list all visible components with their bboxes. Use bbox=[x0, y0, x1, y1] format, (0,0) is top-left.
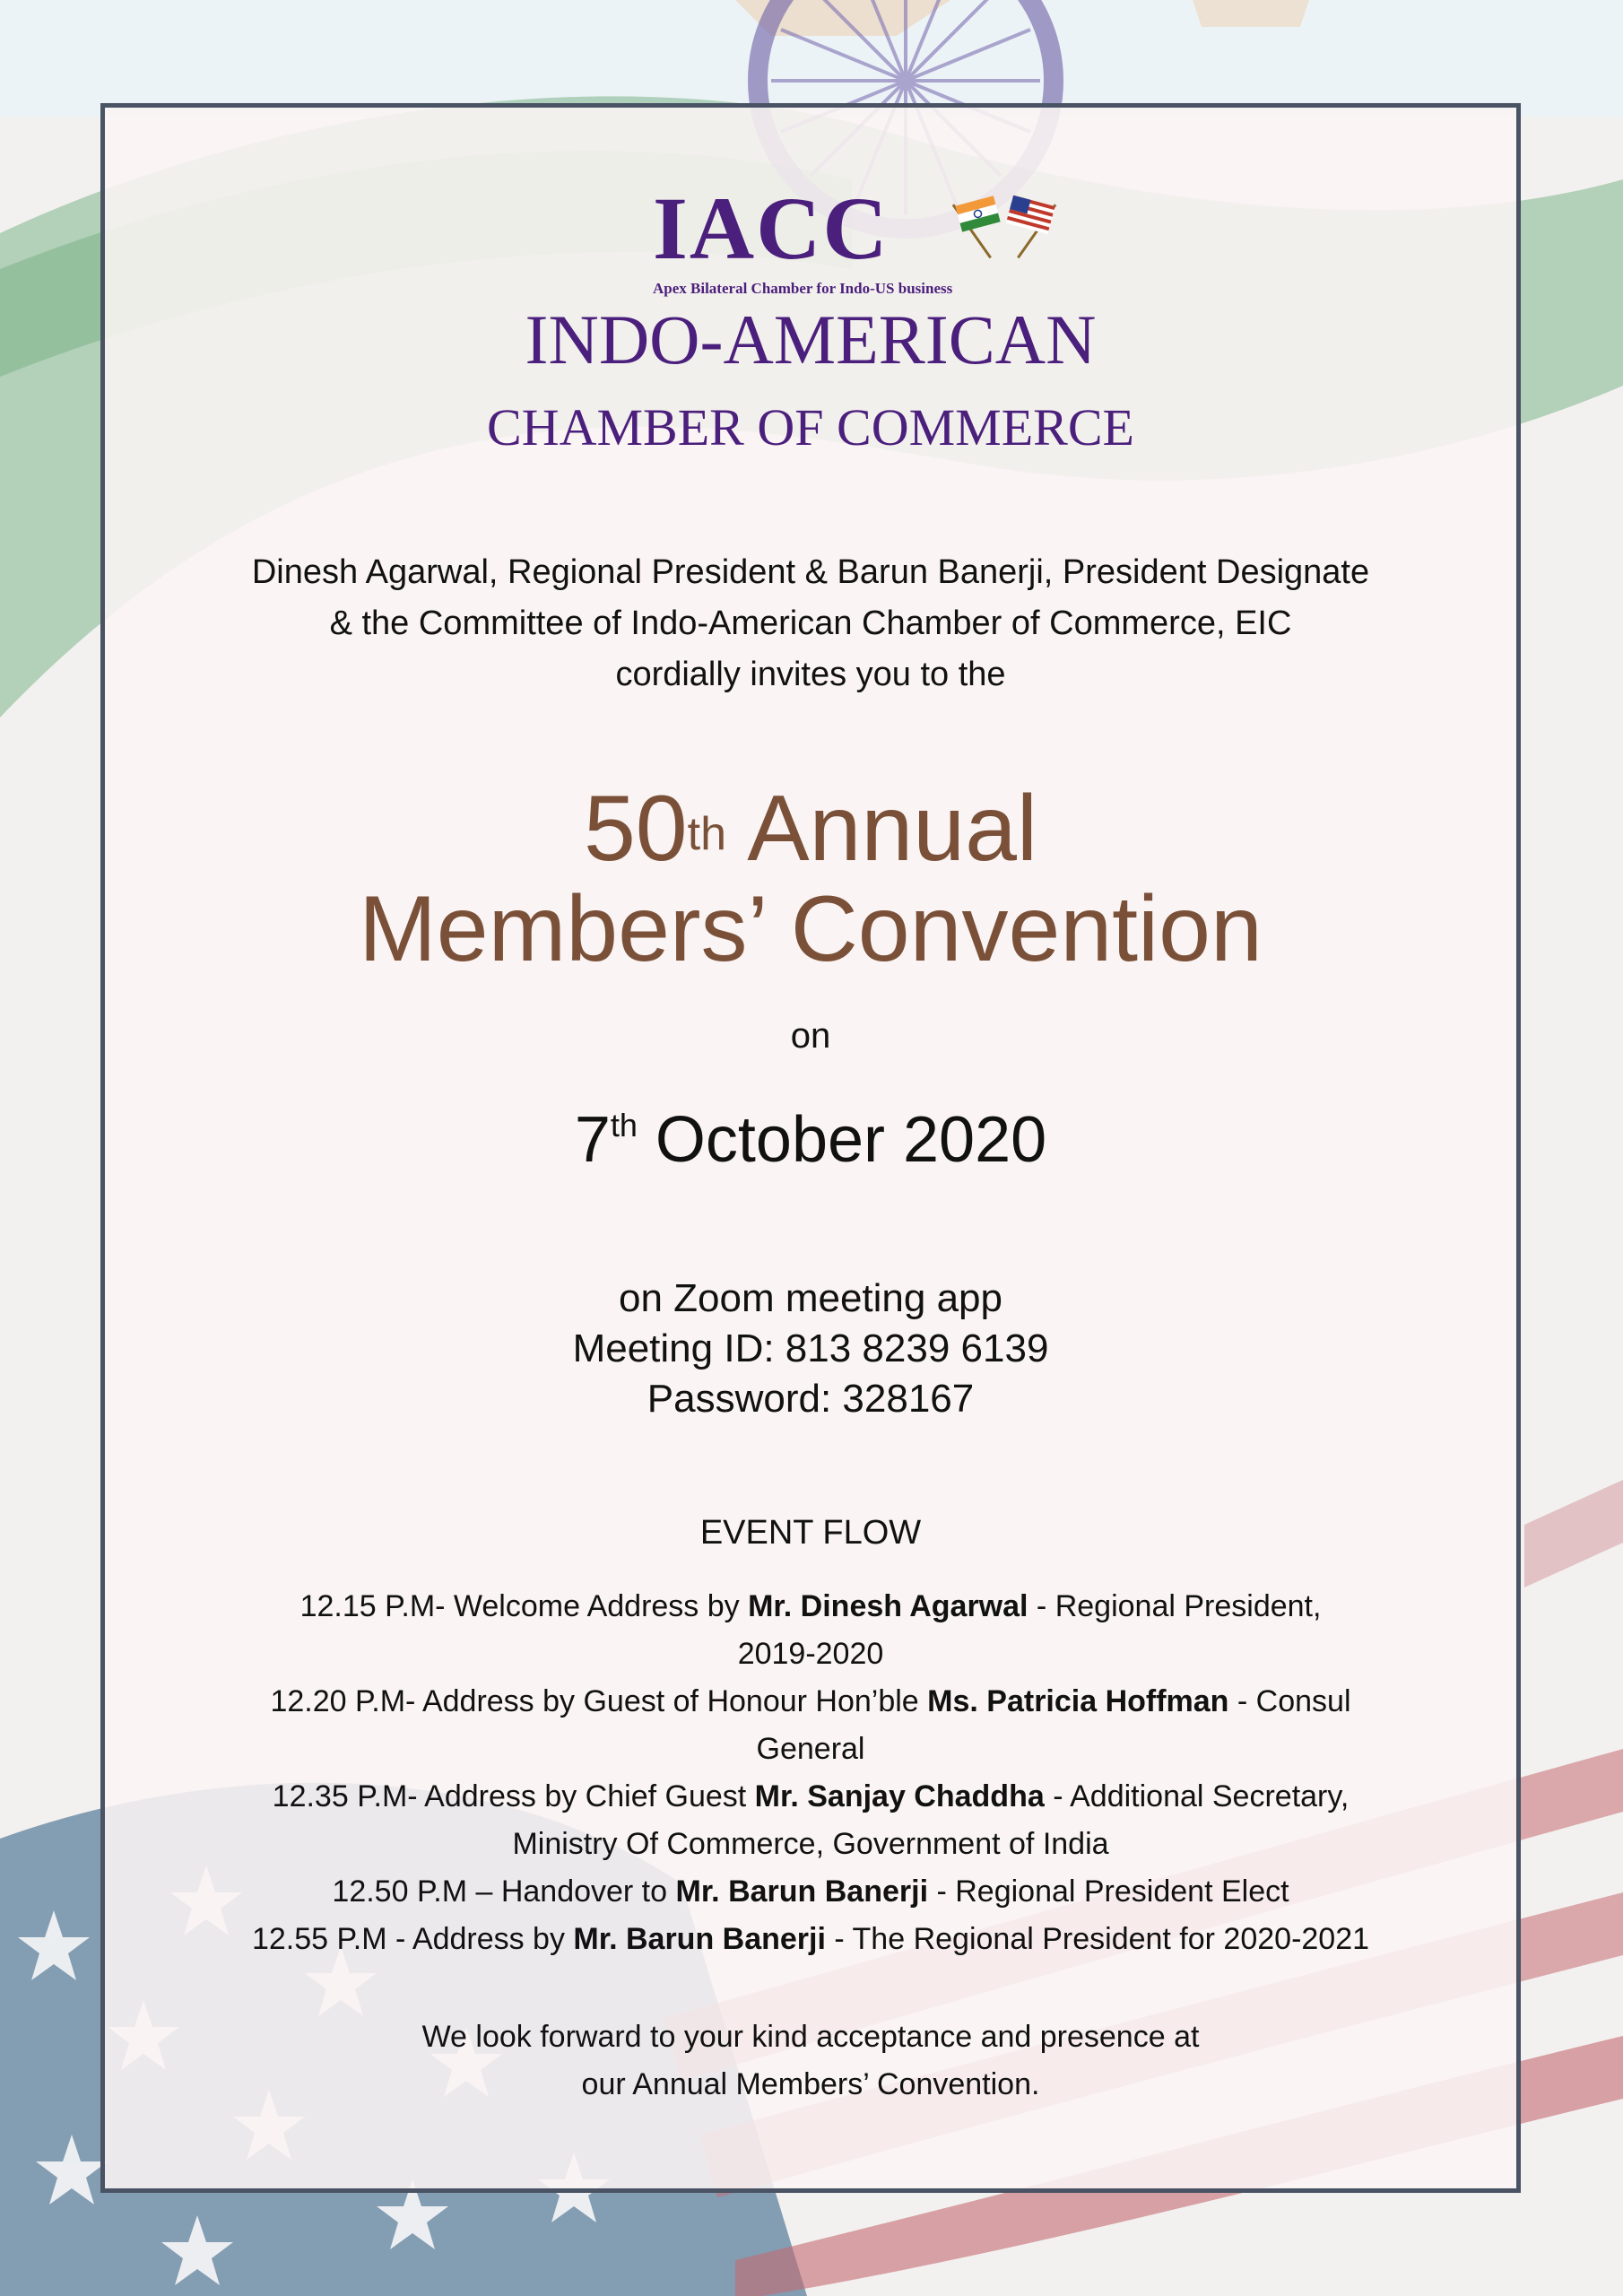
org-name-line2: CHAMBER OF COMMERCE bbox=[487, 398, 1134, 457]
intro-line: cordially invites you to the bbox=[615, 656, 1006, 693]
closing-line: our Annual Members’ Convention. bbox=[581, 2067, 1040, 2101]
event-title-line2: Members’ Convention bbox=[359, 877, 1263, 981]
meeting-details bbox=[100, 1274, 1521, 1424]
iacc-tagline: Apex Bilateral Chamber for Indo-US business bbox=[653, 280, 953, 297]
title-suffix: th bbox=[687, 808, 727, 860]
event-flow-title: EVENT FLOW bbox=[699, 1514, 922, 1552]
event-title-line1 bbox=[100, 778, 1521, 879]
org-name-line1: INDO-AMERICAN bbox=[525, 300, 1097, 378]
event-title bbox=[100, 778, 1521, 979]
date-suffix: th bbox=[610, 1107, 638, 1144]
title-number: 50 bbox=[583, 777, 688, 881]
intro-line: Dinesh Agarwal, Regional President & Barun Banerji, President Designate bbox=[251, 553, 1370, 591]
meeting-password: Password: 328167 bbox=[647, 1377, 975, 1421]
event-item-cont: Ministry Of Commerce, Government of India bbox=[512, 1827, 1109, 1861]
closing-line: We look forward to your kind acceptance and presence at bbox=[421, 2020, 1200, 2054]
event-item-cont: 2019-2020 bbox=[737, 1637, 884, 1671]
event-item: 12.50 P.M – Handover to Mr. Barun Banerji - Regional President Elect bbox=[332, 1874, 1289, 1909]
event-item: 12.15 P.M- Welcome Address by Mr. Dinesh Agarwal - Regional President, bbox=[299, 1589, 1322, 1623]
iacc-logo-text: IACC bbox=[653, 178, 890, 278]
invitation-intro bbox=[100, 547, 1521, 700]
on-text: on bbox=[790, 1016, 831, 1056]
date-day: 7 bbox=[574, 1104, 611, 1176]
india-us-flags-icon bbox=[950, 190, 1058, 262]
closing-message bbox=[100, 2013, 1521, 2109]
event-item: 12.20 P.M- Address by Guest of Honour Hon’ble Ms. Patricia Hoffman - Consul bbox=[270, 1684, 1351, 1718]
event-item-cont: General bbox=[756, 1732, 865, 1766]
date-rest: October 2020 bbox=[637, 1104, 1047, 1176]
meeting-id: Meeting ID: 813 8239 6139 bbox=[572, 1326, 1049, 1370]
event-date bbox=[100, 1103, 1521, 1177]
title-annual: Annual bbox=[726, 777, 1038, 881]
event-flow-list bbox=[100, 1583, 1521, 1963]
event-item: 12.35 P.M- Address by Chief Guest Mr. Sanjay Chaddha - Additional Secretary, bbox=[272, 1779, 1350, 1813]
meeting-platform: on Zoom meeting app bbox=[618, 1276, 1003, 1320]
event-item: 12.55 P.M - Address by Mr. Barun Banerji - The Regional President for 2020-2021 bbox=[251, 1922, 1370, 1956]
intro-line: & the Committee of Indo-American Chamber of Commerce, EIC bbox=[329, 604, 1292, 642]
